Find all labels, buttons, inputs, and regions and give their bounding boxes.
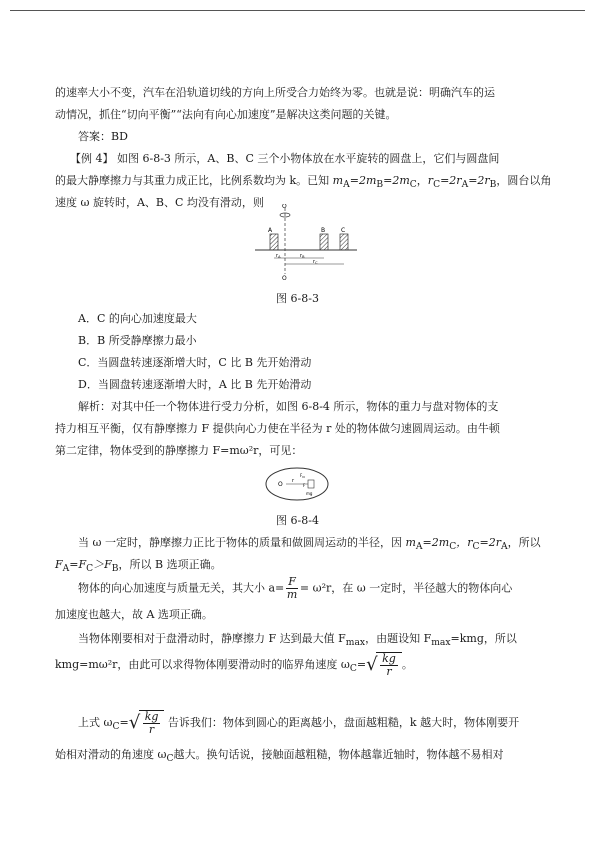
math-sub: max [345, 637, 366, 649]
label-r: r [292, 478, 295, 484]
analysis-line: 解析：对其中任一个物体进行受力分析，如图 6-8-4 所示，物体的重力与盘对物体的支 [78, 400, 499, 413]
label-c: C [341, 227, 346, 234]
text: 上式 ω [78, 716, 113, 729]
math: =2m [349, 174, 377, 187]
header-rule [10, 10, 585, 11]
math-sub: C [433, 179, 441, 191]
figure-caption: 图 6-8-4 [276, 514, 319, 527]
text: 如图 6-8-3 所示，A、B、C 三个小物体放在水平旋转的圆盘上，它们与圆盘间 [117, 152, 500, 165]
text: = ω²r，在 ω 一定时，半径越大的物体向心 [299, 581, 513, 595]
option-b: B．B 所受静摩擦力最小 [78, 334, 197, 347]
math: m [332, 174, 344, 187]
text: ， [416, 174, 428, 187]
math: =2m [383, 174, 410, 187]
denominator: r [148, 723, 155, 736]
numerator: F [288, 575, 296, 588]
text: 越大。换句话说，接触面越粗糙，物体越靠近轴时，物体越不易相对 [173, 748, 504, 761]
block-c [340, 234, 348, 250]
text: kmg=mω²r，由此可以求得物体刚要滑动时的临界角速度 ω [55, 658, 350, 671]
object-block [308, 480, 314, 488]
math-sub: C [112, 721, 120, 733]
text: ，圆台以角 [496, 174, 552, 187]
math-sub: B [111, 563, 119, 575]
label-f: F [303, 483, 306, 488]
label-rb: $r_B$ [300, 253, 305, 259]
text-line [78, 710, 568, 738]
analysis-line: 持力相互平衡，仅有静摩擦力 F 提供向心力使在半径为 r 处的物体做匀速圆周运动。由牛顿 [55, 422, 500, 435]
sqrt-expression [366, 652, 402, 678]
text-line [78, 628, 568, 654]
fraction [143, 711, 161, 736]
label-o: O [278, 481, 283, 488]
math-sub: C [409, 179, 417, 191]
text-line [55, 744, 545, 770]
text: =kmg，所以 [450, 632, 517, 645]
math-sub: C [449, 541, 457, 553]
text: 当 ω 一定时，静摩擦力正比于物体的质量和做圆周运动的半径，因 [78, 536, 406, 549]
text-line: 加速度也越大，故 A 选项正确。 [55, 608, 213, 621]
text-line [55, 652, 545, 680]
text-line [78, 576, 568, 601]
math: =2r [440, 174, 462, 187]
fraction [286, 576, 298, 601]
option-d: D．当圆盘转速逐渐增大时，A 比 B 先开始滑动 [78, 378, 312, 391]
text: = [119, 716, 129, 729]
label-b: B [321, 227, 326, 234]
math-sub: A [461, 179, 469, 191]
figure-caption: 图 6-8-3 [276, 292, 319, 305]
text: 的速率大小不变，汽车在沿轨道切线的方向上所受合力始终为零。也就是说：明确汽车的运 [55, 86, 495, 99]
analysis-line: 第二定律，物体受到的静摩擦力 F=mω²r，可见： [55, 444, 303, 457]
text: 物体的向心加速度与质量无关，其大小 a= [78, 581, 285, 595]
denominator: m [286, 588, 298, 601]
text: 。 [401, 658, 413, 671]
math: ＞F [93, 558, 112, 571]
paragraph-line [55, 82, 545, 104]
math: =2r [479, 536, 501, 549]
label-a: A [268, 227, 273, 234]
math-sub: A [415, 541, 423, 553]
math-sub: C [349, 663, 357, 675]
label-o-bottom: O [282, 275, 287, 280]
denominator: r [386, 665, 392, 678]
label-o-top: O [282, 204, 287, 210]
option-a: A．C 的向心加速度最大 [78, 312, 197, 325]
numerator: √ kg [144, 710, 159, 723]
label-fn: $F_N$ [300, 473, 305, 479]
math: r [427, 174, 434, 187]
text: 当物体刚要相对于盘滑动时，静摩擦力 F 达到最大值 F [78, 632, 346, 645]
figure-force-diagram [264, 466, 330, 502]
math-sub: A [343, 179, 350, 191]
label-rc: $r_C$ [313, 259, 318, 265]
math-sub: A [500, 541, 508, 553]
answer-line [78, 126, 568, 148]
math: m [405, 536, 416, 549]
text: 告诉我们：物体到圆心的距离越小，盘面越粗糙，k 越大时，物体刚要开 [164, 716, 520, 729]
math-sub: max [431, 637, 451, 649]
math: =F [69, 558, 87, 571]
math-sub: B [489, 179, 497, 191]
text: 速度 ω 旋转时，A、B、C 均没有滑动，则 [55, 196, 264, 209]
text: ，所以 B 选项正确。 [118, 558, 222, 571]
math: =2m [422, 536, 450, 549]
text: ，由题设知 F [365, 632, 432, 645]
text: ，所以 [507, 536, 541, 549]
math: =2r [468, 174, 490, 187]
math: F [55, 558, 63, 571]
example-tag: 【例 4】 [70, 152, 114, 165]
figure-turntable [255, 204, 365, 280]
answer-text: 答案：BD [78, 130, 128, 143]
text: 动情况，抓住“切向平衡”“法向有向心加速度”是解决这类问题的关键。 [55, 108, 397, 121]
block-b [320, 234, 328, 250]
math-sub: C [166, 753, 174, 765]
label-mg: mg [306, 491, 313, 496]
block-a [270, 234, 278, 250]
text: 始相对滑动的角速度 ω [55, 748, 167, 761]
option-c: C．当圆盘转速逐渐增大时，C 比 B 先开始滑动 [78, 356, 312, 369]
text: 的最大静摩擦力与其重力成正比，比例系数均为 k。已知 [55, 174, 333, 187]
label-ra: $r_A$ [276, 253, 281, 259]
numerator: √ kg [382, 652, 396, 665]
math-sub: B [376, 179, 384, 191]
math: ，r [456, 536, 473, 549]
math-sub: C [86, 563, 94, 575]
math-sub: A [62, 563, 70, 575]
math-sub: C [472, 541, 480, 553]
example-line [70, 148, 560, 170]
fraction [380, 653, 398, 678]
text: = [356, 658, 367, 671]
sqrt-expression [129, 710, 165, 736]
paragraph-line [55, 104, 545, 126]
